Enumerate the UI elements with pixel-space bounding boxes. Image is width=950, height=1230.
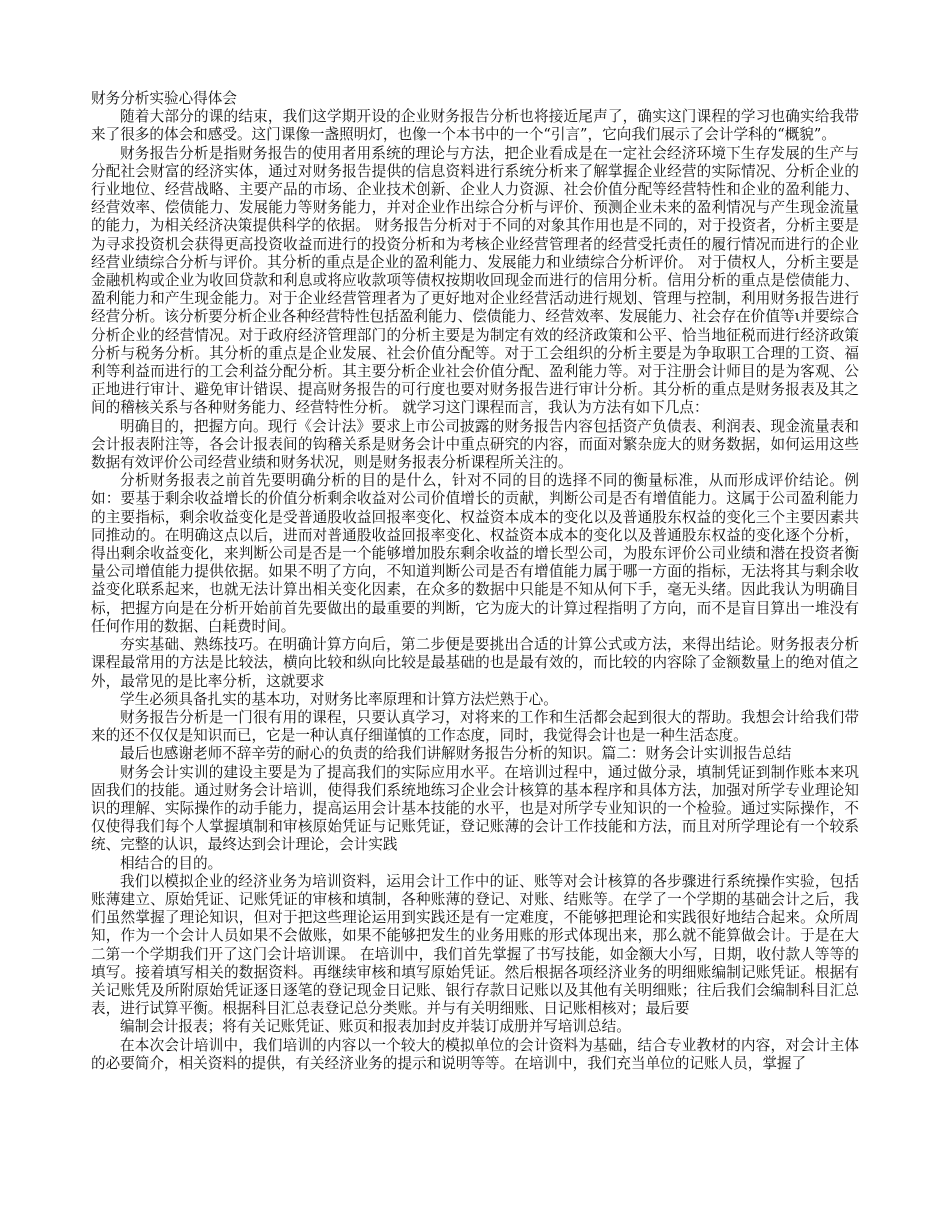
document-title: 财务分析实验心得体会 [91, 90, 237, 107]
paragraph: 最后也感谢老师不辞辛劳的耐心的负责的给我们讲解财务报告分析的知识。篇二：财务会计实训报告总结 [120, 745, 792, 763]
paragraph: 学生必须具备扎实的基本功，对财务比率原理和计算方法烂熟于心。 [120, 690, 558, 708]
paragraph: 在本次会计培训中，我们培训的内容以一个较大的模拟单位的会计资料为基础，结合专业教材的内容，对会计主体的必要简介，相关资料的提供，有关经济业务的提示和说明等等。在培训中，我们充当单位的记账人员，掌握了 [91, 1036, 859, 1072]
paragraph: 财务会计实训的建设主要是为了提高我们的实际应用水平。在培训过程中，通过做分录，填制凭证到制作账本来巩固我们的技能。通过财务会计培训，使得我们系统地练习企业会计核算的基本程序和具体方法，加强对所学专业理论知识的理解、实际操作的动手能力，提高运用会计基本技能的水平，也是对所学专业知识的一个检验。通过实际操作，不仅使得我们每个人掌握填制和审核原始凭证与记账凭证，登记账薄的会计工作技能和方法，而且对所学理论有一个较系统、完整的认识，最终达到会计理论，会计实践 [91, 763, 859, 854]
paragraph: 我们以模拟企业的经济业务为培训资料，运用会计工作中的证、账等对会计核算的各步骤进行系统操作实验，包括账薄建立、原始凭证、记账凭证的审核和填制，各种账薄的登记、对账、结账等。在学了一个学期的基础会计之后，我们虽然掌握了理论知识，但对于把这些理论运用到实践还是有一定难度，不能够把理论和实践很好地结合起来。众所周知，作为一个会计人员如果不会做账，如果不能够把发生的业务用账的形式体现出来，那么就不能算做会计。于是在大二第一个学期我们开了这门会计培训课。 在培训中，我们首先掌握了书写技能，如金额大小写，日期，收付款人等等的填写。接着填写相关的数据资料。再继续审核和填写原始凭证。然后根据各项经济业务的明细账编制记账凭证。根据有关记账凭及所附原始凭证逐日逐笔的登记现金日记账、银行存款日记账以及其他有关明细账；往后我们会编制科目汇总表，进行试算平衡。根据科目汇总表登记总分类账。并与有关明细账、日记账相核对；最后要 [91, 872, 859, 1018]
paragraph: 财务报告分析是指财务报告的使用者用系统的理论与方法，把企业看成是在一定社会经济环境下生存发展的生产与分配社会财富的经济实体，通过对财务报告提供的信息资料进行系统分析来了解掌握企业经营的实际情况、分析企业的行业地位、经营战略、主要产品的市场、企业技术创新、企业人力资源、社会价值分配等经营特性和企业的盈利能力、经营效率、偿债能力、发展能力等财务能力，并对企业作出综合分析与评价、预测企业未来的盈利情况与产生现金流量的能力，为相关经济决策提供科学的依据。 财务报告分析对于不同的对象其作用也是不同的，对于投资者，分析主要是为寻求投资机会获得更高投资收益而进行的投资分析和为考核企业经营管理者的经营受托责任的履行情况而进行的企业经营业绩综合分析与评价。其分析的重点是企业的盈利能力、发展能力和业绩综合分析评价。 对于债权人，分析主要是金融机构或企业为收回贷款和利息或将应收款项等债权按期收回现金而进行的信用分析。信用分析的重点是偿债能力、盈利能力和产生现金能力。对于企业经营管理者为了更好地对企业经营活动进行规划、管理与控制，利用财务报告进行经营分析。该分析要分析企业各种经营特性包括盈利能力、偿债能力、经营效率、发展能力、社会存在价值等ι并要综合分析企业的经营情况。对于政府经济管理部门的分析主要是为制定有效的经济政策和公平、恰当地征税而进行经济政策分析与税务分析。其分析的重点是企业发展、社会价值分配等。对于工会组织的分析主要是为争取职工合理的工资、福利等利益而进行的工会利益分配分析。其主要分析企业社会价值分配、盈利能力等。对于注册会计师目的是为客观、公正地进行审计、避免审计错误、提高财务报告的可行度也要对财务报告进行审计分析。其分析的重点是财务报表及其之间的稽核关系与各种财务能力、经营特性分析。 就学习这门课程而言，我认为方法有如下几点： [91, 144, 859, 417]
paragraph: 夯实基础、熟练技巧。在明确计算方向后，第二步便是要挑出合适的计算公式或方法，来得出结论。财务报表分析课程最常用的方法是比较法，横向比较和纵向比较是最基础的也是最有效的，而比较的内容除了金额数量上的绝对值之外，最常见的是比率分析，这就要求 [91, 636, 859, 690]
document-page [91, 90, 859, 1073]
paragraph: 相结合的目的。 [120, 854, 223, 872]
paragraph: 编制会计报表；将有关记账凭证、账页和报表加封皮并装订成册并写培训总结。 [120, 1018, 631, 1036]
paragraph: 分析财务报表之前首先要明确分析的目的是什么，针对不同的目的选择不同的衡量标准，从而形成评价结论。例如：要基于剩余收益增长的价值分析剩余收益对公司价值增长的贡献，判断公司是否有增值能力。这属于公司盈利能力的主要指标，剩余收益变化是受普通股收益回报率变化、权益资本成本的变化以及普通股东权益的变化三个主要因素共同推动的。在明确这点以后，进而对普通股收益回报率变化、权益资本成本的变化以及普通股东权益的变化逐个分析，得出剩余收益变化，来判断公司是否是一个能够增加股东剩余收益的增长型公司，为股东评价公司业绩和潜在投资者衡量公司增值能力提供依据。如果不明了方向，不知道判断公司是否有增值能力属于哪一方面的指标，无法将其与剩余收益变化联系起来，也就无法计算出相关变化因素，在众多的数据中只能是不知从何下手，毫无头绪。因此我认为明确目标，把握方向是在分析开始前首先要做出的最重要的判断，它为庞大的计算过程指明了方向，而不是盲目算出一堆没有任何作用的数据、白耗费时间。 [91, 472, 859, 635]
paragraph: 随着大部分的课的结束，我们这学期开设的企业财务报告分析也将接近尾声了，确实这门课程的学习也确实给我带来了很多的体会和感受。这门课像一盏照明灯，也像一个本书中的一个“引言”，它向我们展示了会计学科的“概貌”。 [91, 108, 859, 144]
paragraph: 明确目的，把握方向。现行《会计法》要求上市公司披露的财务报告内容包括资产负债表、利润表、现金流量表和会计报表附注等，各会计报表间的钩稽关系是财务会计中重点研究的内容，而面对繁杂庞大的财务数据，如何运用这些数据有效评价公司经营业绩和财务状况，则是财务报表分析课程所关注的。 [91, 417, 859, 472]
paragraph: 财务报告分析是一门很有用的课程，只要认真学习，对将来的工作和生活都会起到很大的帮助。我想会计给我们带来的还不仅仅是知识而已，它是一种认真仔细谨慎的工作态度，同时，我觉得会计也是一种生活态度。 [91, 708, 859, 745]
